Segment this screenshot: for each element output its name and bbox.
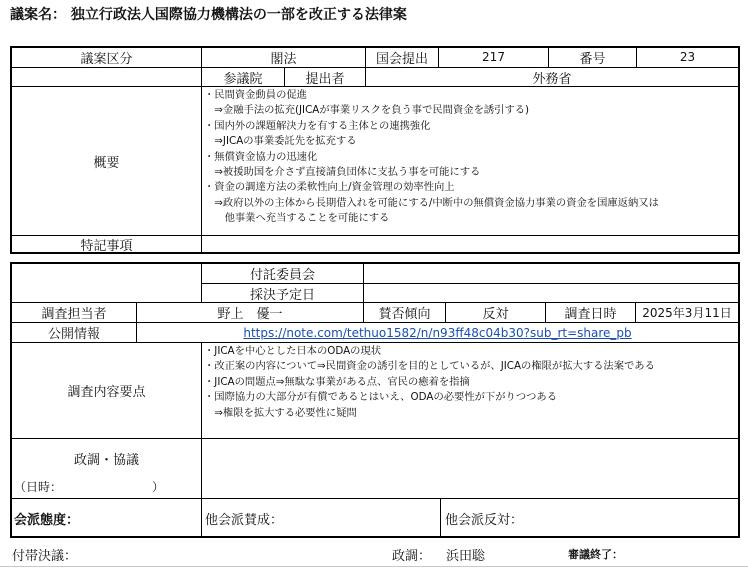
points-line: ・JICAを中心とした日本のODAの現状 — [204, 345, 382, 357]
resolution-label: 付帯決議： — [12, 548, 78, 564]
submission-label: 国会提出 — [375, 51, 428, 67]
submitter-label: 提出者 — [305, 71, 345, 87]
summary-label: 概要 — [93, 155, 120, 171]
review-end-label: 審議終了： — [568, 548, 623, 561]
policy-person-label: 政調： — [392, 548, 432, 564]
summary-line: ⇒金融手法の拡充(JICAが事業リスクを負う事で民間資金を誘引する) — [204, 104, 530, 117]
submission-value: 217 — [482, 50, 505, 64]
summary-line: ・国内外の課題解決力を有する主体との連携強化 — [204, 119, 431, 132]
summary-line: ・無償資金協力の迅速化 — [204, 150, 318, 163]
stance-value: 反対 — [482, 307, 509, 322]
summary-text — [204, 88, 738, 234]
stance-label: 賛否傾向 — [378, 307, 431, 322]
public-info-link[interactable]: https://note.com/tethuo1582/n/n93ff48c04b30?sub_rt=share_pb — [243, 325, 632, 340]
policy-label: 政調・協議 — [73, 452, 139, 468]
summary-line: ⇒JICAの事業委託先を拡充する — [204, 135, 357, 148]
points-text — [204, 344, 738, 437]
summary-line: ⇒被援助国を介さず直接請負団体に支払う事を可能にする — [204, 166, 481, 179]
house-label: 参議院 — [223, 71, 263, 87]
person-label: 調査担当者 — [41, 307, 107, 322]
category-value: 閣法 — [270, 51, 297, 67]
summary-line: ⇒政府以外の主体から長期借入れを可能にする/中断中の無償資金協力事業の資金を国庫返納又は — [204, 196, 659, 209]
points-line: ・改正案の内容について⇒民間資金の誘引を目的としているが、JICAの権限が拡大する法案である — [204, 360, 655, 373]
committee-label: 付託委員会 — [249, 267, 315, 283]
vote-date-label: 採決予定日 — [249, 287, 315, 303]
summary-line: ・民間資金動員の促進 — [204, 89, 307, 101]
other-factions-against-label: 他会派反対： — [445, 512, 524, 528]
page-title: 議案名： 独立行政法人国際協力機構法の一部を改正する法律案 — [10, 7, 407, 23]
policy-person-value: 浜田聡 — [446, 548, 486, 564]
points-line: ・JICAの問題点⇒無駄な事業がある点、官民の癒着を指摘 — [204, 375, 470, 388]
date-value: 2025年3月11日 — [642, 306, 732, 320]
category-label: 議案区分 — [80, 51, 133, 67]
date-label: 調査日時 — [564, 307, 617, 322]
person-value: 野上 優一 — [217, 307, 283, 322]
points-line: ⇒権限を拡大する必要性に疑問 — [204, 406, 357, 419]
public-info-label: 公開情報 — [47, 327, 100, 342]
summary-line: ・資金の調達方法の柔軟性向上/資金管理の効率性向上 — [204, 181, 455, 194]
submitter-value: 外務省 — [532, 71, 572, 87]
special-notes-label: 特記事項 — [80, 239, 133, 254]
summary-line: 他事業へ充当することを可能にする — [204, 212, 390, 225]
policy-datetime-label: （日時： ） — [14, 479, 165, 494]
points-line: ・国際協力の大部分が有償であるとはいえ、ODAの必要性が下がりつつある — [204, 391, 558, 404]
points-label: 調査内容要点 — [67, 385, 146, 400]
other-factions-for-label: 他会派賛成： — [205, 512, 284, 528]
faction-stance-label: 会派態度： — [14, 512, 80, 528]
number-value: 23 — [679, 50, 696, 64]
number-label: 番号 — [579, 51, 606, 67]
